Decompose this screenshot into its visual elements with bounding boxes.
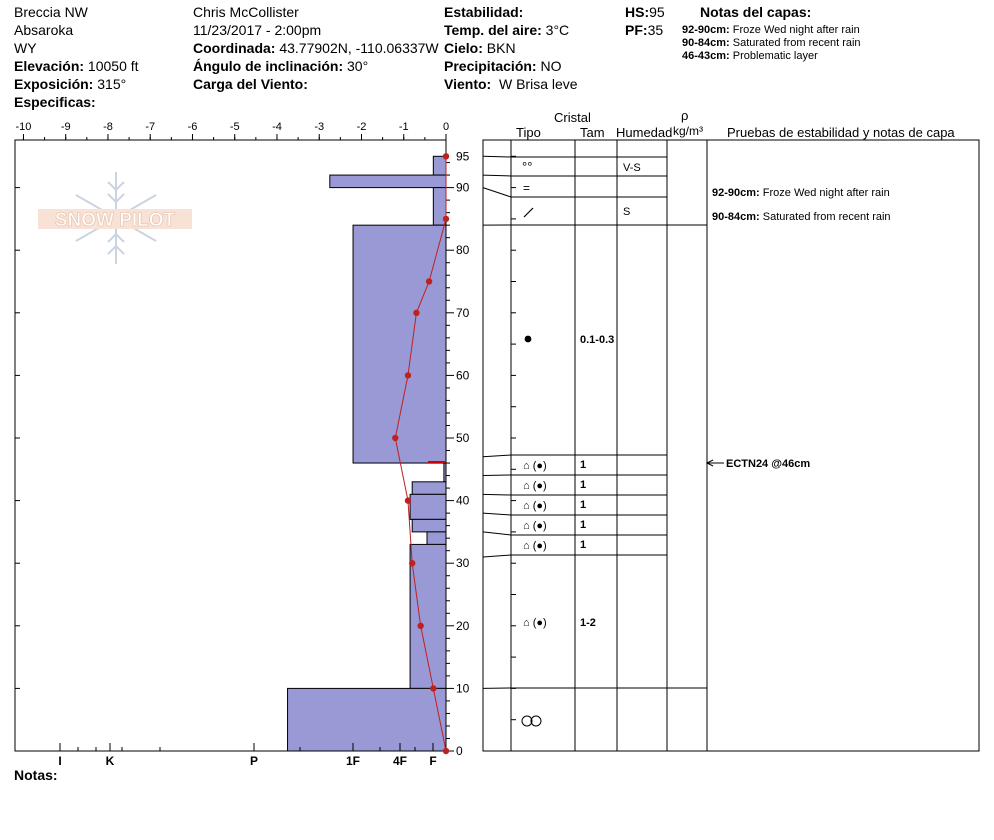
temperature-point xyxy=(426,278,432,284)
humidity-cell: V-S xyxy=(623,162,641,174)
observer-name: Chris McCollister xyxy=(193,4,299,20)
header-humedad: Humedad xyxy=(616,125,673,140)
row-note-text: Froze Wed night after rain xyxy=(762,187,890,199)
table-connector xyxy=(483,188,511,197)
table-connector xyxy=(483,513,511,515)
hardness-tick-label: 1F xyxy=(345,754,361,768)
crystal-symbol-precip-particles: °° xyxy=(522,159,533,174)
header-rho-unit: kg/m³ xyxy=(673,124,703,138)
header-pruebas: Pruebas de estabilidad y notas de capa xyxy=(727,125,955,140)
size-cell: 1 xyxy=(580,539,587,551)
temp-tick-label: 0 xyxy=(442,121,450,133)
precip-label: Precipitación: xyxy=(444,58,537,74)
humidity-cell: S xyxy=(623,206,631,218)
temp-tick-label: -5 xyxy=(229,121,240,133)
temperature-point xyxy=(443,748,449,754)
crystal-symbol-faceted-rounded: ⌂ (●) xyxy=(523,460,547,472)
size-cell: 1 xyxy=(580,459,587,471)
crystal-symbol-faceted-rounded: ⌂ (●) xyxy=(523,617,547,629)
depth-tick-label: 50 xyxy=(456,431,470,445)
depth-tick-label: 60 xyxy=(456,368,470,383)
size-cell: 1 xyxy=(580,519,587,531)
notes-label: Notas: xyxy=(14,767,58,783)
layer-table-frame xyxy=(483,140,979,751)
temperature-point xyxy=(409,560,415,566)
depth-tick-label: 10 xyxy=(456,681,470,696)
hardness-tick-label: K xyxy=(105,754,115,768)
snowpilot-logo xyxy=(38,172,192,264)
crystal-symbol-faceted-rounded: ⌂ (●) xyxy=(523,520,547,532)
depth-tick-label: 90 xyxy=(456,180,470,195)
row-note-text: Saturated from recent rain xyxy=(762,211,891,223)
row-note-range: 90-84cm: xyxy=(712,211,760,223)
temp-tick-label: -2 xyxy=(356,121,367,133)
temperature-point xyxy=(443,153,449,159)
aspect-label: Exposición: xyxy=(14,76,94,92)
row-note-range: 92-90cm: xyxy=(712,187,760,199)
depth-tick-label: 95 xyxy=(456,149,470,164)
header-tipo: Tipo xyxy=(516,125,541,140)
pf-label: PF: xyxy=(625,22,648,38)
hardness-bar xyxy=(412,519,446,532)
header-rho: ρ xyxy=(681,108,689,123)
sky-label: Cielo: xyxy=(444,40,483,56)
stability-label: Estabilidad: xyxy=(444,4,524,20)
hardness-bar xyxy=(427,532,446,545)
hardness-tick-label: P xyxy=(249,754,259,768)
sky-value: BKN xyxy=(486,40,516,56)
temperature-point xyxy=(405,497,411,503)
wind-label: Viento: xyxy=(444,76,492,92)
crystal-symbol-faceted-rounded: ⌂ (●) xyxy=(523,480,547,492)
air-temp-label: Temp. del aire: xyxy=(444,22,542,38)
location-name: Breccia NW xyxy=(14,4,88,20)
temperature-point xyxy=(413,310,419,316)
aspect-value: 315° xyxy=(97,76,127,92)
hs-label: HS: xyxy=(625,4,650,20)
coord-label: Coordinada: xyxy=(193,40,276,56)
hardness-tick-label: 4F xyxy=(392,754,408,768)
table-connector xyxy=(483,494,511,495)
table-connector xyxy=(483,475,511,476)
hardness-tick-label: I xyxy=(58,754,62,768)
header-tam: Tam xyxy=(580,125,605,140)
depth-tick-label: 0 xyxy=(456,744,463,758)
crystal-symbol-faceted-rounded: ⌂ (●) xyxy=(523,500,547,512)
layer-note-range: 92-90cm: xyxy=(682,24,730,36)
specifics-label: Especificas: xyxy=(14,94,96,110)
hardness-bar xyxy=(433,156,446,175)
hardness-bar xyxy=(353,225,446,463)
table-connector xyxy=(483,455,511,457)
layer-note-text: Saturated from recent rain xyxy=(732,37,861,49)
layer-notes-title: Notas del capas: xyxy=(700,4,812,20)
temp-tick-label: -4 xyxy=(272,121,282,133)
logo-text: SNOW PILOT xyxy=(54,210,176,231)
crystal-symbol-rounded xyxy=(525,336,532,343)
depth-tick-label: 30 xyxy=(456,556,470,571)
table-connector xyxy=(483,175,511,176)
elevation-label: Elevación: xyxy=(14,58,85,74)
temperature-point xyxy=(443,216,449,222)
elevation-value: 10050 ft xyxy=(87,58,139,74)
layer-note-text: Froze Wed night after rain xyxy=(732,24,860,36)
air-temp-value: 3°C xyxy=(545,22,570,38)
layer-note-text: Problematic layer xyxy=(732,50,818,62)
size-cell: 0.1-0.3 xyxy=(580,334,615,346)
hardness-bar xyxy=(410,544,446,688)
stability-test-result: ECTN24 @46cm xyxy=(726,458,811,470)
precip-value: NO xyxy=(540,58,562,74)
crystal-symbol-ice-layer: = xyxy=(523,181,531,195)
hardness-bar xyxy=(410,494,446,519)
size-cell: 1 xyxy=(580,479,587,491)
temp-tick-label: -1 xyxy=(398,121,409,133)
depth-tick-label: 20 xyxy=(456,618,470,633)
size-cell: 1-2 xyxy=(580,617,596,629)
temp-tick-label: -6 xyxy=(187,121,198,133)
layer-note-range: 90-84cm: xyxy=(682,37,730,49)
temp-tick-label: -10 xyxy=(15,121,32,133)
wind-load-label: Carga del Viento: xyxy=(193,76,308,92)
temp-tick-label: -8 xyxy=(103,121,113,133)
slope-value: 30° xyxy=(347,58,369,74)
coord-value: 43.77902N, -110.06337W xyxy=(279,40,439,56)
table-connector xyxy=(483,555,511,557)
temperature-point xyxy=(417,623,423,629)
hardness-bar xyxy=(288,688,446,751)
layer-note-range: 46-43cm: xyxy=(682,50,730,62)
temp-tick-label: -9 xyxy=(60,121,71,133)
table-connector xyxy=(483,156,511,157)
table-connector xyxy=(483,532,511,535)
temperature-point xyxy=(430,685,436,691)
hardness-tick-label: F xyxy=(429,754,437,768)
range-name: Absaroka xyxy=(14,22,74,38)
slope-label: Ángulo de inclinación: xyxy=(193,58,344,74)
temp-tick-label: -3 xyxy=(314,121,325,133)
crystal-symbol-faceted-rounded: ⌂ (●) xyxy=(523,540,547,552)
hardness-bar xyxy=(330,175,446,188)
hardness-bar xyxy=(412,482,446,495)
pf-value: 35 xyxy=(647,22,664,38)
observation-datetime: 11/23/2017 - 2:00pm xyxy=(193,22,322,38)
header-cristal: Cristal xyxy=(554,110,591,125)
depth-tick-label: 80 xyxy=(456,243,470,258)
depth-tick-label: 40 xyxy=(456,493,470,508)
size-cell: 1 xyxy=(580,499,587,511)
temp-tick-label: -7 xyxy=(145,121,156,133)
state-name: WY xyxy=(14,40,37,56)
temperature-point xyxy=(392,435,398,441)
wind-value: W Brisa leve xyxy=(498,76,578,92)
temperature-point xyxy=(405,372,411,378)
depth-tick-label: 70 xyxy=(456,305,470,320)
hs-value: 95 xyxy=(649,4,665,20)
crystal-symbol-crust xyxy=(524,208,533,217)
